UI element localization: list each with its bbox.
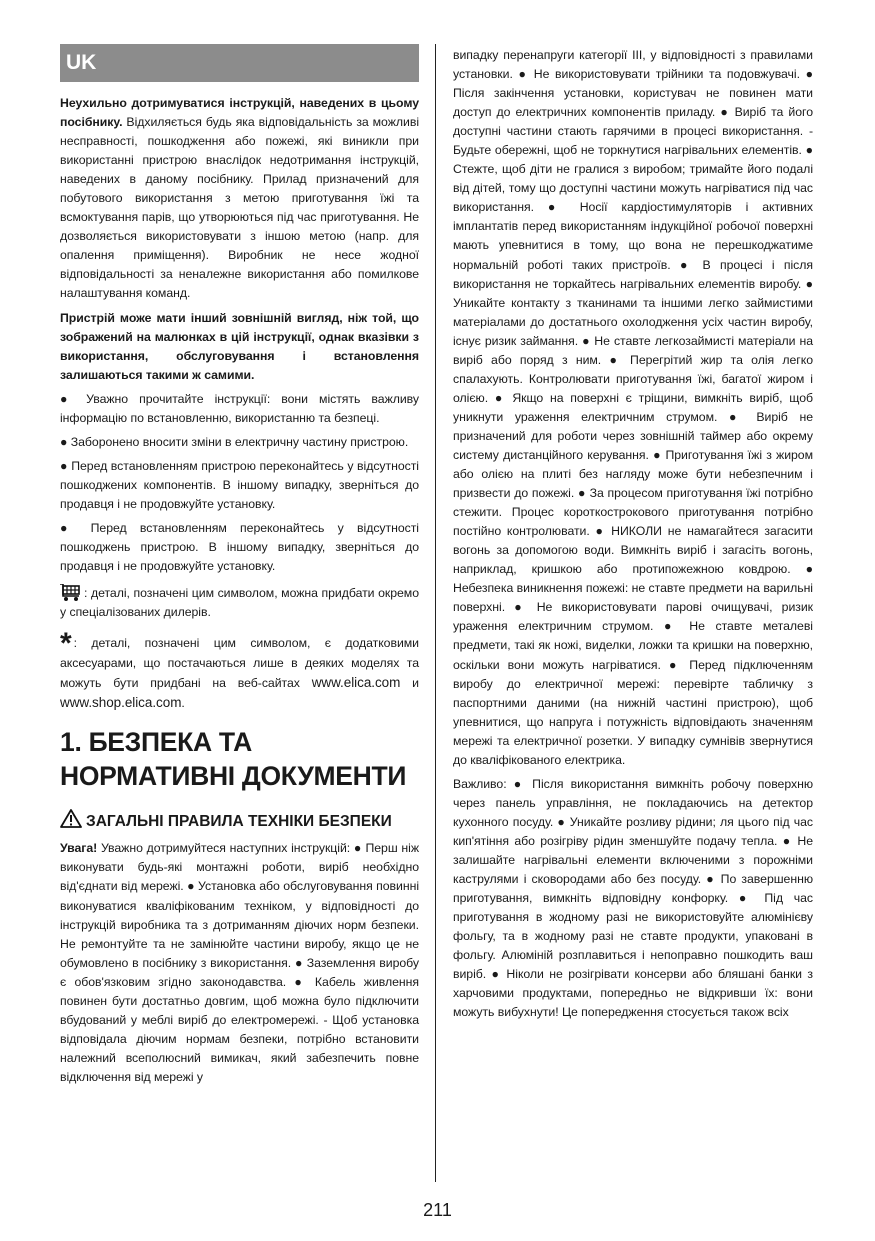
language-banner: [60, 44, 419, 82]
page-number: 211: [423, 1200, 452, 1220]
intro-text: Відхиляється будь яка відповідальність за можливі несправності, пошкодження або пожежі, які виникли при використанні пристрою внаслідок недотримання інструкцій, наведених в даному посібнику. Прилад призначений для побутового використання з метою приготування їжі та всмоктування парів, що утворюються під час приготування. Не дозволяється використовувати з іншою метою (напр. для опалення приміщення). Виробник не несе жодної відповідальності за неналежне використання або помилкове налаштування команд.: [60, 115, 419, 301]
shopping-cart-icon: [60, 584, 82, 602]
asterisk-note-text: : деталі, позначені цим символом, є додатковими аксесуарами, що постачаються лише в деяких моделях та можуть бути придбані на веб-сайтах: [60, 636, 419, 691]
attention-text: Уважно дотримуйтеся наступних інструкцій: ● Перш ніж виконувати будь-які монтажні роботи, виріб необхідно від'єднати від мережі. ● Установка або обслуговування повинні виконуватися кваліфікованим техніком, у відповідності до інструкцій виробника та з дотриманням діючих норм безпеки. Не ремонтуйте та не замінюйте частини виробу, якщо це не обумовлено в посібнику з використання. ● Заземлення виробу є обов'язковим згідно законодавства. ● Кабель живлення повинен бути достатньо довгим, щоб можна було підключити вбудований у меблі виріб до електромережі. - Щоб установка відповідала діючим нормам безпеки, потрібно встановити належний всеполюсний вимикач, який забезпечить повне відключення від мережі у: [60, 841, 419, 1084]
bullet-check-damage: ● Перед встановленням переконайтесь у відсутності пошкоджень пристрою. В іншому випадку, зверніться до продавця і не продовжуйте установку.: [60, 520, 419, 574]
bullet-check-components: ● Перед встановленням пристрою переконайтесь у відсутності пошкоджених компонентів. В іншому випадку, зверніться до продавця і не продовжуйте установку.: [60, 458, 419, 511]
bullet-read-instructions: ● Уважно прочитайте інструкції: вони містять важливу інформацію по встановленню, використанню та безпеці.: [60, 391, 419, 425]
website-shop-elica[interactable]: www.shop.elica.com: [60, 695, 182, 711]
appearance-note: Пристрій може мати інший зовнішній вигляд, ніж той, що зображений на малюнках в цій інструкції, однак вказівки з використання, обслуговування і встановлення залишаються такими ж самими.: [60, 310, 419, 382]
safety-paragraph: випадку перенапруги категорії III, у відповідності з правилами установки. ● Не використовувати трійники та подовжувачі. ● Після закінчення установки, користувач не повинен мати доступ до електричних компонентів приладу. ● Виріб та його доступні частини стають гарячими в процесі використання. - Будьте обережні, щоб не торкнутися нагрівальних елементів. ● Стежте, щоб діти не гралися з виробом; тримайте його подалі від дітей, тому що доступні частини можуть нагріватися під час використання. ● Носії кардіостимуляторів і активних імплантатів перед використанням індукційної робочої поверхні мають упевнитися в тому, що вона не перешкоджатиме нормальній роботі таких пристроїв. ● В процесі і після використання не торкайтесь нагрівальних елементів виробу. ● Уникайте контакту з тканинами та іншими легко займистими матеріалами до достатнього охолодження усіх частин виробу, існує ризик займання. ● Не ставте легкозаймисті матеріали на виріб або поряд з ним. ● Перегрітий жир та олія легко спалахують. Контролювати приготування їжі, багатої жиром і олією. ● Якщо на поверхні є тріщини, вимкніть виріб, щоб уникнути ураження електричним струмом. ● Виріб не призначений для роботи через зовнішній таймер або окрему систему дистанційного керування. ● Приготування їжі з жиром або олією на плиті без нагляду може бути небезпечним і призвести до пожежі. ● За процесом приготування їжі потрібно стежити. Процес короткострокового приготування потрібно постійно контролювати. ● НИКОЛИ не намагайтеся загасити вогонь за допомогою води. Вимкніть виріб і загасіть вогонь, наприклад, кришкою або протипожежною ковдрою. ● Небезпека виникнення пожежі: не ставте предмети на варильні поверхні. ● Не використовувати парові очищувачі, ризик ураження електричним струмом. ● Не ставте металеві предмети, такі як ножі, виделки, ложки та кришки на поверхню, оскільки вони можуть нагріватися. ● Перед підключенням виробу до електричної мережі: перевірте табличку з паспортними даними (на нижній частині пристрою), щоб упевнитися, що напруга і потужність відповідають значенням мережі та електричної розетки. У випадку сумнівів звернутися до кваліфікованого електрика.: [453, 48, 813, 767]
and-word: и: [400, 676, 419, 691]
intro-paragraph: [60, 94, 419, 304]
section-title-text: ЗАГАЛЬНІ ПРАВИЛА ТЕХНІКИ БЕЗПЕКИ: [86, 813, 392, 831]
left-column: [60, 44, 419, 1092]
asterisk-icon: *: [60, 627, 72, 661]
section-title: [60, 809, 419, 833]
attention-paragraph: [60, 839, 419, 1087]
intro-bold: Неухильно дотримуватися інструкцій, наведених в цьому посібнику.: [60, 96, 419, 130]
asterisk-symbol-note: [60, 627, 419, 713]
cart-note-text: : деталі, позначені цим символом, можна придбати окремо у спеціалізованих дилерів.: [60, 586, 419, 620]
site-end: .: [181, 696, 185, 711]
attention-label: Увага!: [60, 841, 98, 856]
warning-triangle-icon: [60, 809, 82, 828]
cart-symbol-note: [60, 584, 419, 622]
chapter-title: 1. БЕЗПЕКА ТА НОРМАТИВНІ ДОКУМЕНТИ: [60, 727, 407, 792]
language-code: UK: [66, 51, 97, 74]
column-divider: [435, 44, 436, 1182]
right-column: [453, 46, 813, 1027]
bullet-no-modifications: ● Заборонено вносити зміни в електричну частину пристрою.: [60, 434, 409, 449]
website-elica[interactable]: www.elica.com: [311, 675, 401, 691]
important-paragraph: Важливо: ● Після використання вимкніть робочу поверхню через панель управління, не покладаючись на детектор кухонного посуду. ● Уникайте розливу рідини; ля цього під час кип'ятіння або розігріву рідин зменшуйте подачу тепла. ● Не залишайте нагрівальні елементи включеними з порожніми каструлями і сковородами або без посуду. ● По завершенню приготування, вимкніть відповідну конфорку. ● Під час приготування в жодному разі не використовуйте алюмінієву фольгу, та в жодному разі не ставте продукти, упаковані в фольгу. Алюміній розплавиться і непоправно пошкодить ваш виріб. ● Ніколи не розігрівати консерви або бляшані банки з харчовими продуктами, попередньо не відкривши їх: вони можуть вибухнути! Це попередження стосується також всіх: [453, 776, 813, 1020]
